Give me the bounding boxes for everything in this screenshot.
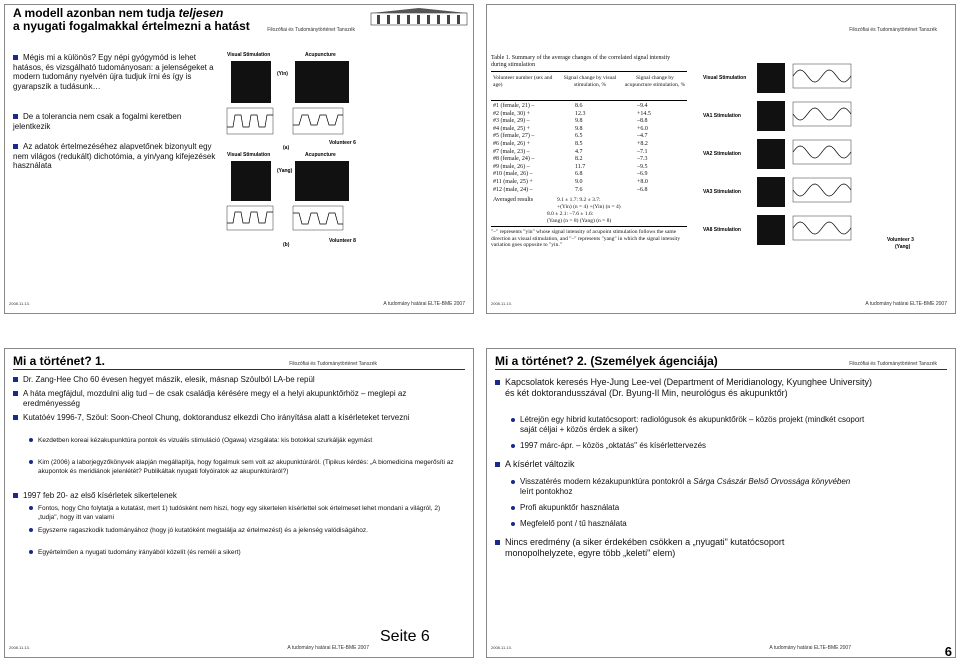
avg-line-1: 9.1 ± 1.7: 9.2 ± 3.7:: [557, 197, 601, 203]
slide4-institute: Filozófiai és Tudománytörténet Tanszék: [849, 361, 937, 367]
footer-text: A tudomány határai ELTE-BME 2007: [383, 301, 465, 307]
plot-acupuncture-bottom: [285, 203, 345, 237]
fig-yang-label: (Yang): [277, 168, 293, 174]
slide3-sub-1: Kezdetben koreai kézakupunktúra pontok és vizuális stimuláció (Ogawa) vizsgálata: kis botokkal szurkálják egymást: [29, 437, 448, 446]
fig-stim-label: VA3 Stimulation: [703, 189, 741, 195]
table-cell-vis: 8.5: [575, 141, 583, 147]
table-cell-vol: #9 (male, 26) –: [493, 163, 530, 170]
table-cell-vis: 9.8: [575, 118, 583, 125]
slide3-bullet-1: Dr. Zang-Hee Cho 60 évesen hegyet mászik, elesik, másnap Szöulból LA-be repül: [13, 375, 463, 385]
table-cell-acu: +14.5: [637, 110, 651, 117]
slide4-bullet-1: Kapcsolatok keresés Hye-Jung Lee-vel (Department of Meridianology, Kyunghee University) és két doktorandusszával (Dr. Byung-Il Min, neurológus és akupunktőr): [495, 377, 875, 399]
col-header-volunteer: Volunteer number (sex and age): [493, 75, 553, 88]
table-cell-acu: –8.8: [637, 118, 648, 125]
plot-acupuncture-top: [285, 105, 345, 141]
slide1-footer: [9, 301, 469, 309]
avg-line-4: (Yang) (n = 8) (Yang) (n = 8): [547, 218, 612, 224]
table-cell-vol: #11 (male, 25) +: [493, 179, 533, 185]
signal-plot: [787, 213, 853, 247]
slide4-title: Mi a történet? 2. (Személyek ágenciája): [495, 354, 718, 368]
fig-stim-label: VA2 Stimulation: [703, 151, 741, 157]
table-cell-vol: #5 (female, 27) –: [493, 133, 535, 140]
fmri-image-acupuncture-top: [295, 61, 349, 103]
table-cell-acu: +8.2: [637, 141, 648, 147]
slide4-bullet-3: Nincs eredmény (a siker érdekében csökken a „nyugati" kutatócsoport monopolhelyzete, egyre több „keleti" elem): [495, 537, 835, 559]
table-cell-vis: 6.8: [575, 171, 583, 178]
slide3-rule: [13, 369, 465, 370]
signal-curve: [793, 222, 851, 234]
table-rule-top: [491, 71, 687, 72]
slide1-institute: Filozófiai és Tudománytörténet Tanszék: [267, 27, 355, 33]
fig-yin-label: (Yin): [277, 71, 288, 77]
table-note: "–" represents "yin" whose signal intensity of acupoint stimulation follows the same direction as visual stimulation, and "–" represents "yang" in which the signal intensity variation goes opposite to "yin.": [491, 229, 681, 248]
slide3-bullet-3: Kutatóév 1996-7, Szöul: Soon-Cheol Chung, doktorandusz elkezdi Cho irányítása alatt a kísérleteket tervezni: [13, 413, 453, 423]
table-cell-acu: –7.3: [637, 156, 648, 163]
fig-a-label: (a): [283, 145, 290, 151]
footer-date: 2008.11.13.: [9, 645, 30, 650]
fmri-image-visual-bottom: [231, 161, 271, 201]
table-cell-vol: #3 (male, 29) –: [493, 118, 530, 125]
slide-1: [4, 4, 474, 314]
fmri-slice-image: [757, 101, 785, 131]
signal-curve: [793, 146, 851, 158]
university-logo: [369, 7, 469, 29]
slide1-title: A modell azonban nem tudja teljesen a nyugati fogalmakkal értelmezni a hatást: [13, 6, 250, 33]
signal-plot: [787, 137, 853, 171]
plot-visual-bottom: [219, 203, 275, 237]
table-cell-acu: –4.7: [637, 133, 648, 140]
slide3-title: Mi a történet? 1.: [13, 354, 106, 368]
signal-plot: [787, 175, 853, 209]
slide2-footer: [491, 301, 951, 309]
slide2-institute: Filozófiai és Tudománytörténet Tanszék: [849, 27, 937, 33]
table-cell-acu: –7.1: [637, 148, 648, 155]
footer-date: 2008.11.13.: [491, 645, 512, 650]
table-cell-acu: –6.9: [637, 171, 648, 178]
table-cell-acu: –9.4: [637, 103, 648, 109]
page-label: Seite 6: [380, 628, 430, 645]
table-title: Table 1. Summary of the average changes of the correlated signal intensity during stimulation: [491, 55, 671, 68]
fig-stim-label: Visual Stimulation: [703, 75, 747, 81]
fig-visual-label-top: Visual Stimulation: [227, 52, 271, 58]
table-cell-vol: #4 (male, 25) +: [493, 125, 531, 132]
slide-3: [4, 348, 474, 658]
col-header-visual: Signal change by visual stimulation, %: [563, 75, 617, 88]
slide-4: [486, 348, 956, 658]
fig-acupuncture-label-bottom: Acupuncture: [305, 152, 336, 158]
plot-visual-top: [219, 105, 275, 141]
slide4-sub-1: Létrejön egy hibrid kutatócsoport: radiológusok és akupunktőrök – közös projekt (mindkét csoport saját céljai + közös érdek a siker): [511, 415, 870, 435]
slide-2: [486, 4, 956, 314]
table-cell-acu: +6.0: [637, 125, 648, 132]
table-cell-vis: 8.6: [575, 103, 583, 109]
slide3-bullet-4: 1997 feb 20- az első kísérletek sikertelenek: [13, 491, 443, 501]
slide3-sub-2: Kim (2006) a laborjegyzőkönyvek alapján megállapítja, hogy fogalmuk sem volt az akupunktúráról. (Tipikus kérdés: „A biomedicina megerősíti az akupontok és meridiánok jelenlétét? Publikáltak nyugati folyóiratok az akupunktúráról?): [29, 459, 458, 476]
table-cell-vis: 12.3: [575, 110, 586, 117]
signal-curve: [793, 70, 851, 82]
fig-volunteer8-label: Volunteer 8: [329, 238, 356, 244]
table-cell-vol: #1 (female, 21) –: [493, 103, 535, 109]
fmri-slice-image: [757, 215, 785, 245]
fig-b-label: (b): [283, 242, 290, 248]
table-cell-vis: 4.7: [575, 148, 583, 155]
signal-plot: [787, 61, 853, 95]
table-cell-acu: –6.8: [637, 186, 648, 193]
page-number: 6: [944, 644, 952, 659]
table-cell-acu: –9.5: [637, 163, 648, 170]
table-cell-acu: +8.0: [637, 179, 648, 185]
slide3-footer: [9, 645, 469, 653]
slide3-bullet-2: A háta megfájdul, mozdulni alig tud – de csak családja kérésére megy el a helyi akupunktőrhöz – meglepi az eredményesség: [13, 389, 453, 409]
slide3-sub-5: Egyértelműen a nyugati tudomány irányából közelít (és reméli a sikert): [29, 549, 449, 558]
slide3-sub-3: Fontos, hogy Cho folytatja a kutatást, mert 1) tudósként nem hiszi, hogy egy sikertelen kísérlettel sok értelmeset lehet mondani a világról, 2) „tudja", hogy itt van valami: [29, 505, 458, 522]
col-header-acupuncture: Signal change by acupuncture stimulation, %: [624, 75, 686, 88]
table-cell-vis: 6.5: [575, 133, 583, 140]
table-cell-vis: 9.0: [575, 179, 583, 185]
fig-volunteer3-label: Volunteer 3: [887, 237, 914, 243]
footer-date: 2008.11.13.: [9, 301, 30, 306]
slide4-footer: [491, 645, 951, 653]
avg-line-3: 8.0 ± 2.1: –7.6 ± 1.6:: [547, 211, 594, 217]
fig-yang-label-2: (Yang): [895, 244, 911, 250]
footer-text: A tudomány határai ELTE-BME 2007: [287, 645, 369, 651]
slide4-bullet-2: A kísérlet változik: [495, 459, 865, 470]
footer-date: 2008.11.13.: [491, 301, 512, 306]
fmri-image-acupuncture-bottom: [295, 161, 349, 201]
slide3-institute: Filozófiai és Tudománytörténet Tanszék: [289, 361, 377, 367]
slide4-rule: [495, 369, 947, 370]
slide4-sub-2: 1997 márc-ápr. – közös „oktatás" és kísérlettervezés: [511, 441, 861, 451]
table-cell-vis: 11.7: [575, 163, 586, 170]
fmri-slice-image: [757, 139, 785, 169]
slide1-bullet-1: Mégis mi a különös? Egy népi gyógymód is lehet hatásos, és vizsgálható tudományosan: a jelenségeket a modern tudomány nyelvén újra tudjuk írni és így is gyarapszik a tudásunk…: [13, 53, 214, 91]
fmri-slice-image: [757, 63, 785, 93]
table-cell-vol: #2 (male, 30) +: [493, 110, 531, 117]
table-cell-vol: #6 (male, 26) +: [493, 141, 531, 147]
averaged-label: Averaged results: [493, 197, 534, 203]
slide3-sub-4: Egyszerre ragaszkodik tudományához (hogy jó kutatóként megtalálja az értelmezést) és a jelenség valódiságához.: [29, 527, 458, 536]
fig-stim-label: VA8 Stimulation: [703, 227, 741, 233]
table-rule-mid: [491, 100, 687, 101]
fmri-image-visual-top: [231, 61, 271, 103]
slide4-sub-3: Visszatérés modern kézakupunktúra pontokról a Sárga Császár Belső Orvossága könyvében leírt pontokhoz: [511, 477, 860, 497]
slide4-sub-5: Megfelelő pont / tű használata: [511, 519, 851, 529]
avg-line-2: +(Yin) (n = 4) +(Yin) (n = 4): [557, 204, 621, 210]
signal-curve: [793, 108, 851, 120]
fig-stim-label: VA1 Stimulation: [703, 113, 741, 119]
table-cell-vis: 9.8: [575, 125, 583, 132]
footer-text: A tudomány határai ELTE-BME 2007: [865, 301, 947, 307]
slide1-bullet-3: Az adatok értelmezéséhez alapvetőnek bizonyult egy nem világos (redukált) dichotómia, a yin/yang kifejezések használata: [13, 142, 216, 170]
fig-volunteer6-label: Volunteer 6: [329, 140, 356, 146]
table-rule-bottom: [491, 226, 687, 227]
table-cell-vol: #7 (male, 23) –: [493, 148, 530, 155]
slide1-bullet-2: De a tolerancia nem csak a fogalmi keretben jelentkezik: [13, 112, 182, 131]
fig-acupuncture-label-top: Acupuncture: [305, 52, 336, 58]
slide4-sub-4: Profi akupunktőr használata: [511, 503, 851, 513]
signal-plot: [787, 99, 853, 133]
table-cell-vol: #12 (male, 24) –: [493, 186, 533, 193]
fig-visual-label-bottom: Visual Stimulation: [227, 152, 271, 158]
table-cell-vis: 7.6: [575, 186, 583, 193]
signal-curve: [793, 184, 851, 196]
table-cell-vis: 8.2: [575, 156, 583, 163]
table-cell-vol: #8 (female, 24) –: [493, 156, 535, 163]
table-cell-vol: #10 (male, 26) –: [493, 171, 533, 178]
footer-text: A tudomány határai ELTE-BME 2007: [769, 645, 851, 651]
fmri-slice-image: [757, 177, 785, 207]
